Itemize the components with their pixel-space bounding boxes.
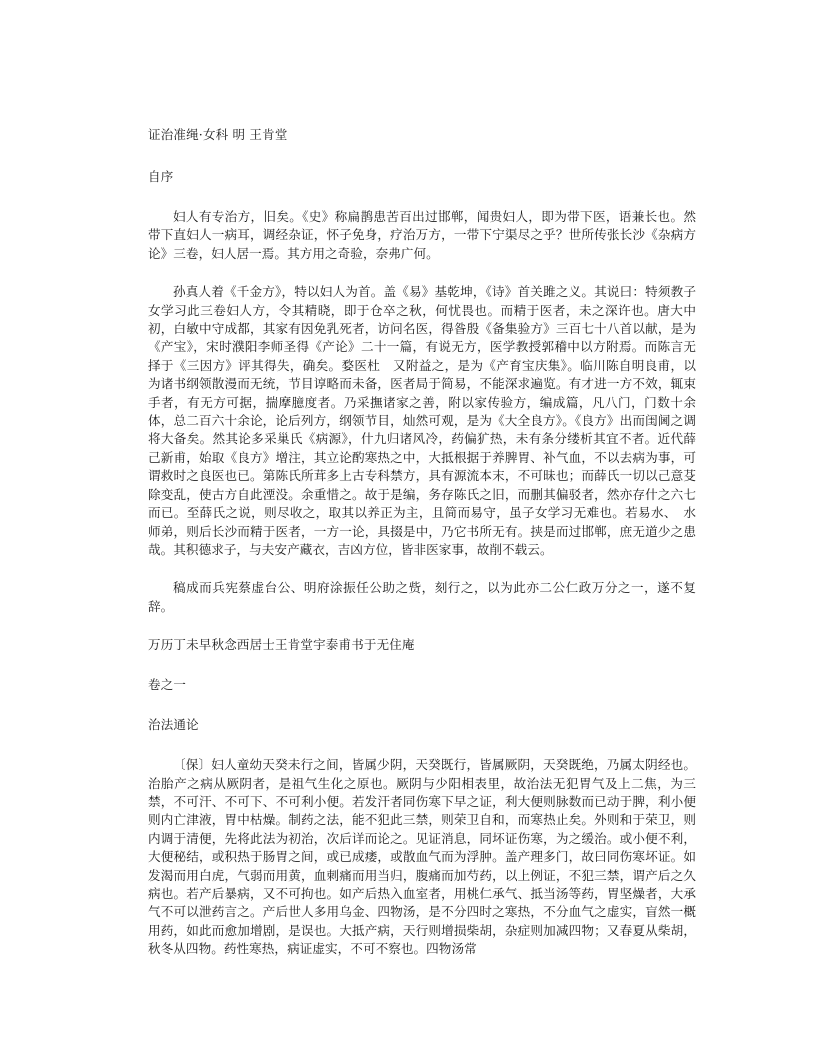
paragraph: 〔保〕妇人童幼天癸未行之间，皆属少阴，天癸既行，皆属厥阴，天癸既绝，乃属太阴经也。治胎产之病从厥阴者，是祖气生化之原也。厥阴与少阳相表里，故治法无犯胃气及上二焦，为三禁，不可汗、不可下、不可利小便。若发汗者同伤寒下早之证，利大便则脉数而已动于脾，利小便则内亡津液，胃中枯燥。制药之法，能不犯此三禁，则荣卫自和，而寒热止矣。外则和于荣卫，则内调于清便，先将此法为初治，次后详而论之。见证消息，同坏证伤寒，为之缓治。或小便不利，大便秘结，或积热于肠胃之间，或已成痿，或散血气而为浮肿。盖产理多门，故曰同伤寒坏证。如发渴而用白虎，气弱而用黄，血刺痛而用当归，腹痛而加芍药，以上例证，不犯三禁，谓产后之久病也。若产后暴病，又不可拘也。如产后热入血室者，用桃仁承气、抵当汤等药，胃坚燥者，大承气不可以泄药言之。产后世人多用乌金、四物汤，是不分四时之寒热，不分血气之虚实，盲然一概用药，如此而愈加增剧，是误也。大抵产病，天行则增损柴胡，杂症则加减四物；又春夏从柴胡，秋冬从四物。药性寒热，病证虚实，不可不察也。四物汤常 bbox=[148, 757, 696, 957]
section-heading-preface: 自序 bbox=[148, 169, 174, 184]
paragraph: 孙真人着《千金方》，特以妇人为首。盖《易》基乾坤，《诗》首关雎之义。其说曰：特须教子女学习此三卷妇人方，令其精晓，即于仓卒之秋，何忧畏也。而精于医者，未之深许也。唐大中初，白敏中守成都，其家有因免乳死者，访问名医，得昝殷《备集验方》三百七十八首以献，是为《产宝》，宋时濮阳李师圣得《产论》二十一篇，有说无方，医学教授郭稽中以方附焉。而陈言无择于《三因方》评其得失，确矣。婺医杜 又附益之，是为《产育宝庆集》。临川陈自明良甫，以为诸书纲领散漫而无统，节目谆略而未备，医者局于简易，不能深求遍览。有才进一方不效，辄束手者，有无方可据，揣摩臆度者。乃采撫诸家之善，附以家传验方，编成篇，凡八门，门数十余体，总二百六十余论，论后列方，纲领节目，灿然可观，是为《大全良方》。《良方》出而闺阃之调将大备矣。然其论多采巢氏《病源》，什九归诸风冷，药偏犷热，未有条分缕析其宜不者。近代薛己新甫，始取《良方》增注，其立论酌寒热之中，大抵根据于养脾胃、补气血，不以去病为事，可谓救时之良医也已。第陈氏所茸多上古专科禁方，具有源流本末，不可昧也；而薛氏一切以己意芟除变乱，使古方自此湮没。余重惜之。故于是编，务存陈氏之旧，而删其偏驳者，然亦存什之六七而已。至薛氏之说，则尽收之，取其以养正为主，且简而易守，虽子女学习无难也。若易水、 水师弟，则后长沙而精于医者，一方一论，具掇是中，乃它书所无有。挟是而过邯郸，庶无道少之患哉。其积德求子，与夫安产藏衣，吉凶方位，皆非医家事，故削不载云。 bbox=[148, 284, 696, 557]
document-title-line: 证治准绳·女科 明 王肯堂 bbox=[148, 127, 288, 142]
section-subheading-treatment: 治法通论 bbox=[148, 717, 199, 733]
paragraph: 稿成而兵宪蔡虚台公、明府涂振任公助之赀，刻行之，以为此亦二公仁政万分之一，遂不复辞。 bbox=[148, 580, 696, 614]
document-body bbox=[148, 126, 696, 978]
section-heading-volume: 卷之一 bbox=[148, 677, 187, 693]
preface-colophon: 万历丁未早秋念西居士王肯堂宇泰甫书于无住庵 bbox=[148, 637, 415, 653]
paragraph: 妇人有专治方，旧矣。《史》称扁鹊患苦百出过邯郸，闻贵妇人，即为带下医，语兼长也。然带下直妇人一病耳，调经杂证，怀子免身，疗治万方，一带下宁渠尽之乎？世所传张长沙《杂病方论》三卷，妇人居一焉。其方用之奇验，奈弗广何。 bbox=[148, 209, 696, 261]
